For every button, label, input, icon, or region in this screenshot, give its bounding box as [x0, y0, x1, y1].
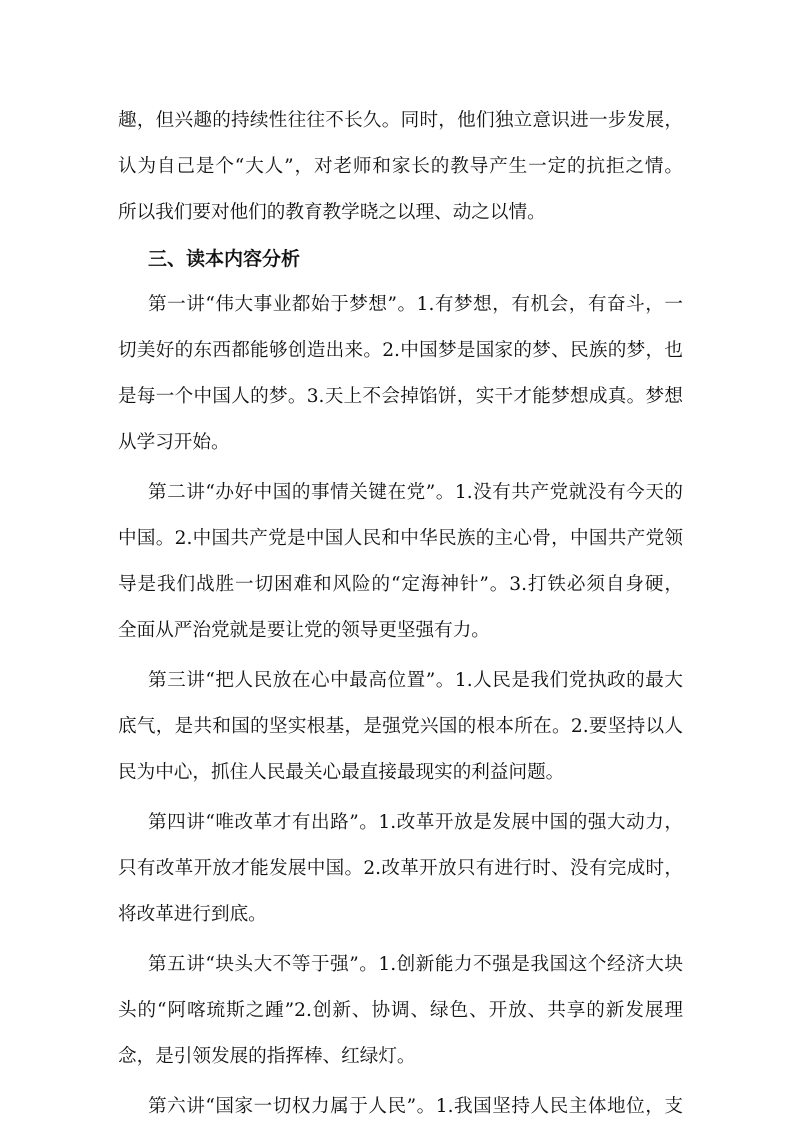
text-line: 底气，是共和国的坚实根基，是强党兴国的根本所在。2.要坚持以人	[118, 716, 683, 737]
section-heading	[118, 236, 683, 282]
text-line: 切美好的东西都能够创造出来。2.中国梦是国家的梦、民族的梦，也	[118, 340, 683, 361]
text-line: 中国。2.中国共产党是中国人民和中华民族的主心骨，中国共产党领	[118, 528, 683, 549]
text-line: 认为自己是个“大人”，对老师和家长的教导产生一定的抗拒之情。	[118, 156, 683, 177]
text-line: 第三讲“把人民放在心中最高位置”。1.人民是我们党执政的最大	[148, 670, 683, 691]
text-line: 第五讲“块头大不等于强”。1.创新能力不强是我国这个经济大块	[148, 954, 683, 975]
paragraph-lecture-6	[118, 1084, 683, 1130]
text-line: 从学习开始。	[118, 432, 230, 453]
paragraph-lecture-4	[118, 800, 683, 938]
paragraph-lecture-1	[118, 282, 683, 466]
body-text	[118, 98, 683, 1130]
text-line: 念，是引领发展的指挥棒、红绿灯。	[118, 1046, 416, 1067]
text-line: 所以我们要对他们的教育教学晓之以理、动之以情。	[118, 202, 546, 223]
text-line: 第六讲“国家一切权力属于人民”。1.我国坚持人民主体地位，支	[148, 1096, 683, 1117]
text-line: 第四讲“唯改革才有出路”。1.改革开放是发展中国的强大动力，	[148, 812, 683, 833]
text-line: 只有改革开放才能发展中国。2.改革开放只有进行时、没有完成时，	[118, 858, 683, 879]
text-line: 导是我们战胜一切困难和风险的“定海神针”。3.打铁必须自身硬，	[118, 574, 683, 595]
text-line: 趣，但兴趣的持续性往往不长久。同时，他们独立意识进一步发展，	[118, 110, 683, 131]
paragraph-lecture-5	[118, 942, 683, 1080]
paragraph-lecture-2	[118, 470, 683, 654]
text-line: 头的“阿喀琉斯之踵”2.创新、协调、绿色、开放、共享的新发展理	[118, 1000, 683, 1021]
paragraph-intro-continuation	[118, 98, 683, 236]
text-line: 将改革进行到底。	[118, 904, 267, 925]
text-line: 全面从严治党就是要让党的领导更坚强有力。	[118, 620, 490, 641]
text-line: 第二讲“办好中国的事情关键在党”。1.没有共产党就没有今天的	[148, 482, 683, 503]
text-line: 是每一个中国人的梦。3.天上不会掉馅饼，实干才能梦想成真。梦想	[118, 386, 683, 407]
paragraph-lecture-3	[118, 658, 683, 796]
text-line: 第一讲“伟大事业都始于梦想”。1.有梦想，有机会，有奋斗，一	[148, 294, 683, 315]
text-line: 民为中心，抓住人民最关心最直接最现实的利益问题。	[118, 762, 565, 783]
section-heading-text: 三、读本内容分析	[148, 248, 301, 270]
